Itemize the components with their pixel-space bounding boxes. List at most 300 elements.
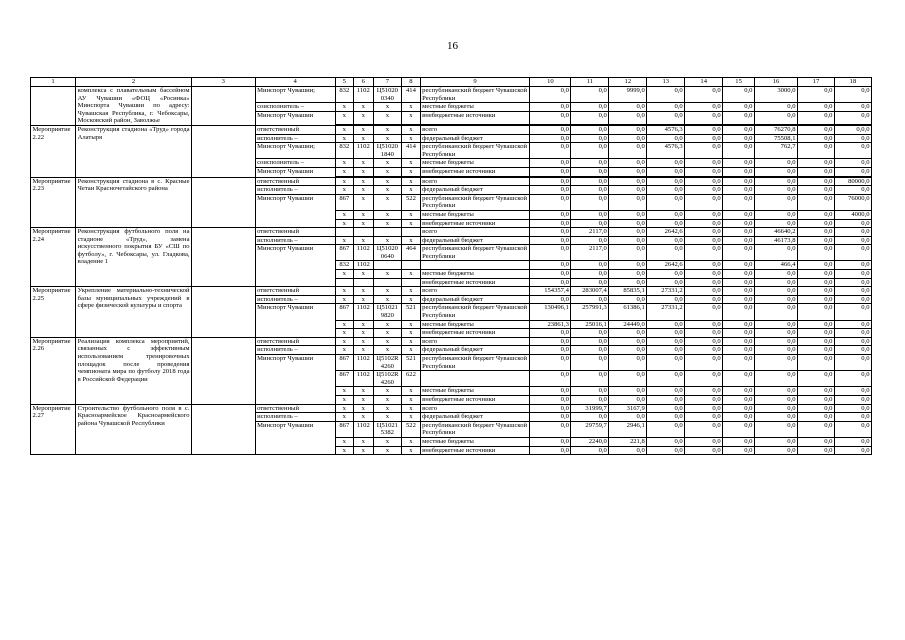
table-cell: 0,0 [685, 134, 723, 143]
table-cell: 0,0 [723, 404, 755, 413]
table-cell: 0,0 [685, 446, 723, 455]
table-cell: внебюджетные источники [420, 111, 530, 124]
table-cell: 0,0 [798, 87, 835, 103]
table-cell: 0,0 [834, 167, 871, 176]
table-cell: x [354, 413, 373, 422]
table-cell: Мероприятие 2.26 [31, 337, 76, 404]
table-cell: 0,0 [798, 304, 835, 320]
column-number: 9 [420, 78, 530, 87]
table-cell: 832 [335, 261, 353, 270]
table-cell: 0,0 [798, 261, 835, 270]
table-cell: 0,0 [685, 421, 723, 437]
table-cell: 0,0 [723, 194, 755, 210]
table-cell: x [402, 236, 420, 245]
table-cell: 522 [402, 421, 420, 437]
table-cell: 0,0 [723, 245, 755, 261]
table-cell: 0,0 [571, 295, 609, 304]
table-cell: ответственный [255, 177, 335, 186]
table-cell: 0,0 [754, 186, 797, 195]
table-cell: x [335, 177, 353, 186]
table-cell: x [373, 210, 402, 219]
table-cell: x [354, 395, 373, 404]
table-cell: 0,0 [723, 421, 755, 437]
table-cell: исполнитель – [255, 236, 335, 245]
table-cell: 0,0 [571, 371, 609, 387]
table-cell: республиканский бюджет Чувашской Республики [420, 194, 530, 210]
table-cell: 1102 [354, 371, 373, 387]
table-cell: x [354, 320, 373, 329]
table-cell: федеральный бюджет [420, 186, 530, 195]
table-cell: 0,0 [754, 304, 797, 320]
table-cell: 0,0 [834, 371, 871, 387]
table-cell: 0,0 [798, 287, 835, 296]
table-cell: 0,0 [609, 270, 647, 279]
table-cell: x [373, 320, 402, 329]
table-cell: 0,0 [723, 437, 755, 446]
table-cell: 0,0 [530, 387, 571, 396]
table-cell: 0,0 [754, 421, 797, 437]
table-cell: 0,0 [834, 413, 871, 422]
table-row [31, 87, 872, 103]
table-cell: 0,0 [647, 413, 685, 422]
table-cell: 0,0 [685, 355, 723, 371]
table-cell: ответственный [255, 228, 335, 237]
table-cell: 0,0 [571, 210, 609, 219]
table-cell: 0,0 [723, 329, 755, 338]
table-cell: 0,0 [685, 103, 723, 112]
table-cell: 0,0 [834, 346, 871, 355]
table-cell: 0,0 [647, 395, 685, 404]
table-cell: x [373, 159, 402, 168]
table-cell: 0,0 [647, 219, 685, 228]
table-cell: 0,0 [571, 125, 609, 134]
table-cell: 0,0 [609, 355, 647, 371]
table-cell: 0,0 [571, 355, 609, 371]
table-cell [373, 228, 402, 237]
table-cell: 0,0 [723, 320, 755, 329]
table-cell: 0,0 [834, 395, 871, 404]
table-cell: 2117,0 [571, 228, 609, 237]
table-cell: 0,0 [609, 346, 647, 355]
table-cell: Ц51021 5382 [373, 421, 402, 437]
table-cell: x [373, 287, 402, 296]
table-cell: x [402, 210, 420, 219]
table-cell: Минспорт Чувашии [255, 421, 335, 454]
table-cell: 0,0 [754, 245, 797, 261]
table-cell: 0,0 [571, 177, 609, 186]
table-cell: x [373, 387, 402, 396]
table-cell: x [335, 167, 353, 176]
table-cell: 0,0 [798, 177, 835, 186]
table-cell: 0,0 [834, 295, 871, 304]
table-cell: 0,0 [754, 395, 797, 404]
table-cell: всего [420, 125, 530, 134]
table-cell: 832 [335, 143, 353, 159]
table-cell: 9999,0 [609, 87, 647, 103]
table-cell: республиканский бюджет Чувашской Республики [420, 143, 530, 159]
table-cell: 0,0 [647, 194, 685, 210]
table-cell: 832 [335, 87, 353, 103]
table-cell: 2946,1 [609, 421, 647, 437]
table-cell: 0,0 [530, 236, 571, 245]
table-cell: x [402, 177, 420, 186]
table-cell: x [335, 387, 353, 396]
table-cell: x [402, 295, 420, 304]
column-number: 14 [685, 78, 723, 87]
table-cell: 0,0 [798, 134, 835, 143]
table-cell: x [402, 404, 420, 413]
table-cell: 0,0 [530, 261, 571, 270]
table-cell: ответственный [255, 125, 335, 134]
table-cell: 0,0 [647, 270, 685, 279]
table-row [31, 125, 872, 134]
table-cell [192, 125, 256, 177]
table-cell: 0,0 [647, 111, 685, 124]
table-cell: 0,0 [754, 270, 797, 279]
table-cell: внебюджетные источники [420, 219, 530, 228]
table-cell: 0,0 [609, 413, 647, 422]
table-cell: ответственный [255, 337, 335, 346]
table-cell: 0,0 [723, 287, 755, 296]
table-cell: 0,0 [571, 395, 609, 404]
table-cell: 1102 [354, 143, 373, 159]
table-cell: 0,0 [834, 421, 871, 437]
table-cell: 0,0 [685, 210, 723, 219]
table-cell: федеральный бюджет [420, 413, 530, 422]
table-cell: 464 [402, 245, 420, 261]
table-cell: 0,0 [798, 245, 835, 261]
table-cell: 0,0 [609, 177, 647, 186]
table-cell: 1102 [354, 304, 373, 320]
table-cell: 0,0 [834, 134, 871, 143]
table-cell: 0,0 [647, 134, 685, 143]
table-cell: 762,7 [754, 143, 797, 159]
table-cell: 0,0 [609, 194, 647, 210]
table-cell: 0,0 [571, 111, 609, 124]
table-cell: 0,0 [834, 103, 871, 112]
table-cell: x [402, 337, 420, 346]
table-cell: местные бюджеты [420, 320, 530, 329]
table-cell: 0,0 [723, 261, 755, 270]
table-cell: Минспорт Чувашии; [255, 87, 335, 103]
table-cell: 0,0 [798, 186, 835, 195]
table-cell: x [402, 186, 420, 195]
table-body [31, 87, 872, 455]
table-cell: 0,0 [834, 159, 871, 168]
table-cell: 0,0 [798, 446, 835, 455]
table-cell: 0,0 [754, 329, 797, 338]
table-cell: 0,0 [685, 143, 723, 159]
table-cell: 0,0 [723, 395, 755, 404]
table-cell: 0,0 [685, 404, 723, 413]
table-cell: 0,0 [834, 261, 871, 270]
table-cell: x [373, 404, 402, 413]
table-cell: исполнитель – [255, 413, 335, 422]
table-cell: 414 [402, 143, 420, 159]
table-cell: 0,0 [609, 186, 647, 195]
table-cell: x [402, 167, 420, 176]
table-cell: 0,0 [647, 320, 685, 329]
table-cell: Ц51020 0340 [373, 87, 402, 103]
column-number: 6 [354, 78, 373, 87]
table-cell: x [335, 320, 353, 329]
table-cell: Строительство футбольного поля в с. Красноармейское Красноармейского района Чувашской Республики [76, 404, 192, 455]
table-cell: 4576,3 [647, 143, 685, 159]
table-cell: 0,0 [647, 103, 685, 112]
table-cell: 0,0 [685, 346, 723, 355]
table-cell: 0,0 [685, 304, 723, 320]
table-cell: 0,0 [798, 210, 835, 219]
table-cell: республиканский бюджет Чувашской Республики [420, 87, 530, 103]
table-cell: 0,0 [609, 159, 647, 168]
column-number: 10 [530, 78, 571, 87]
table-cell: x [354, 103, 373, 112]
table-cell: внебюджетные источники [420, 329, 530, 338]
table-cell: 0,0 [834, 228, 871, 237]
table-cell: 0,0 [571, 143, 609, 159]
table-cell: x [402, 219, 420, 228]
table-cell: 0,0 [798, 320, 835, 329]
table-cell: Минспорт Чувашии; [255, 143, 335, 159]
table-cell: 0,0 [609, 111, 647, 124]
table-cell: 0,0 [685, 87, 723, 103]
table-cell: исполнитель – [255, 295, 335, 304]
table-cell: 0,0 [647, 437, 685, 446]
column-number: 15 [723, 78, 755, 87]
table-cell: 0,0 [754, 210, 797, 219]
table-cell: x [373, 337, 402, 346]
table-cell: 0,0 [609, 134, 647, 143]
table-cell: x [373, 329, 402, 338]
table-cell: 0,0 [685, 287, 723, 296]
table-cell: x [402, 270, 420, 279]
table-cell: 0,0 [571, 167, 609, 176]
table-cell: x [373, 103, 402, 112]
table-cell: 0,0 [834, 111, 871, 124]
table-cell: 0,0 [834, 143, 871, 159]
table-cell: 0,0 [834, 437, 871, 446]
table-cell: x [402, 437, 420, 446]
table-cell: 867 [335, 245, 353, 261]
table-cell: 0,0 [530, 210, 571, 219]
table-cell: x [373, 111, 402, 124]
table-cell: всего [420, 228, 530, 237]
table-cell: 0,0 [723, 446, 755, 455]
table-cell: Мероприятие 2.22 [31, 125, 76, 177]
table-cell: 0,0 [754, 413, 797, 422]
table-cell: x [373, 395, 402, 404]
table-cell: 0,0 [798, 413, 835, 422]
table-cell: 0,0 [798, 167, 835, 176]
table-cell: x [402, 320, 420, 329]
table-cell: x [354, 159, 373, 168]
table-cell: 0,0 [530, 437, 571, 446]
table-cell: 0,0 [723, 219, 755, 228]
table-cell: 0,0 [723, 295, 755, 304]
table-cell: 0,0 [754, 177, 797, 186]
table-cell: 1102 [354, 261, 373, 270]
table-cell: Мероприятие 2.23 [31, 177, 76, 228]
table-cell: 0,0 [571, 261, 609, 270]
table-cell: x [354, 387, 373, 396]
table-cell: 0,0 [530, 329, 571, 338]
table-cell: x [335, 103, 353, 112]
table-cell: 0,0 [685, 278, 723, 287]
table-cell: 0,0 [834, 329, 871, 338]
table-cell: 257991,3 [571, 304, 609, 320]
table-cell: 0,0 [685, 194, 723, 210]
table-cell: внебюджетные источники [420, 446, 530, 455]
table-cell: 867 [335, 421, 353, 437]
table-cell: 75508,1 [754, 134, 797, 143]
table-cell: x [373, 295, 402, 304]
table-cell: x [354, 210, 373, 219]
table-cell: x [335, 395, 353, 404]
table-cell: x [335, 346, 353, 355]
table-cell [402, 228, 420, 237]
table-cell: Минспорт Чувашии [255, 304, 335, 337]
table-cell: x [354, 111, 373, 124]
table-cell [192, 228, 256, 287]
table-row [31, 404, 872, 413]
table-cell: 0,0 [571, 278, 609, 287]
table-cell: 0,0 [834, 186, 871, 195]
table-cell: 0,0 [834, 219, 871, 228]
table-cell: 0,0 [754, 337, 797, 346]
table-cell: Реконструкция стадиона в с. Красные Четаи Красночетайского района [76, 177, 192, 228]
table-cell: 0,0 [647, 404, 685, 413]
table-cell: 0,0 [530, 413, 571, 422]
table-cell: 0,0 [723, 355, 755, 371]
table-cell: 1102 [354, 421, 373, 437]
table-cell: 0,0 [754, 295, 797, 304]
table-cell: 0,0 [723, 134, 755, 143]
table-cell: x [335, 210, 353, 219]
table-cell: x [402, 395, 420, 404]
table-cell: 0,0 [609, 329, 647, 338]
table-cell: 0,0 [798, 270, 835, 279]
table-cell: x [335, 329, 353, 338]
table-cell: 0,0 [798, 125, 835, 134]
table-cell: 0,0 [685, 295, 723, 304]
table-cell: 0,0 [685, 395, 723, 404]
table-cell: 1102 [354, 355, 373, 371]
table-cell: 85835,1 [609, 287, 647, 296]
table-cell: 0,0 [723, 87, 755, 103]
table-cell: x [373, 236, 402, 245]
column-number: 1 [31, 78, 76, 87]
table-cell: x [354, 287, 373, 296]
column-number: 17 [798, 78, 835, 87]
table-cell: 0,0 [530, 446, 571, 455]
table-cell: 0,0 [798, 437, 835, 446]
table-cell: 1102 [354, 87, 373, 103]
table-row [31, 337, 872, 346]
table-cell: 0,0 [571, 186, 609, 195]
table-cell: 521 [402, 355, 420, 371]
table-cell: 0,0 [530, 371, 571, 387]
table-cell: 0,0 [723, 186, 755, 195]
table-cell: 0,0 [647, 421, 685, 437]
table-cell: 0,0 [530, 134, 571, 143]
table-cell: 0,0 [798, 159, 835, 168]
table-cell: комплекса с плавательным бассейном АУ Чувашии «ФОЦ «Росинка» Минспорта Чувашии по адресу: Чувашская Республика, г. Чебоксары, Московский район, Заволжье [77, 87, 190, 125]
table-cell: x [335, 111, 353, 124]
table-cell: 0,0 [609, 143, 647, 159]
table-cell: 0,0 [571, 446, 609, 455]
table-cell: x [402, 134, 420, 143]
table-cell: 0,0 [571, 236, 609, 245]
table-cell: x [335, 437, 353, 446]
table-cell: ответственный [255, 287, 335, 296]
table-cell: 0,0 [834, 287, 871, 296]
table-cell: x [354, 270, 373, 279]
table-cell: 23861,3 [530, 320, 571, 329]
table-cell: 0,0 [754, 159, 797, 168]
table-cell: 0,0 [834, 320, 871, 329]
table-cell: Укрепление материально-технической базы муниципальных учреждений в сфере физической культуры и спорта [76, 287, 192, 338]
table-cell: исполнитель – [255, 346, 335, 355]
table-cell: 3000,0 [754, 87, 797, 103]
table-cell: 0,0 [754, 320, 797, 329]
table-cell: x [402, 387, 420, 396]
table-cell: 0,0 [609, 278, 647, 287]
table-cell: 0,0 [530, 87, 571, 103]
table-cell: 0,0 [834, 355, 871, 371]
table-cell: республиканский бюджет Чувашской Республики [420, 245, 530, 261]
table-cell: 61386,1 [609, 304, 647, 320]
table-cell: 0,0 [571, 387, 609, 396]
table-cell: 0,0 [754, 404, 797, 413]
table-cell: 221,8 [609, 437, 647, 446]
table-cell: 0,0 [647, 278, 685, 287]
table-cell: 0,0 [647, 177, 685, 186]
table-cell: Минспорт Чувашии [255, 194, 335, 227]
table-cell: 0,0 [798, 143, 835, 159]
table-cell [373, 261, 402, 270]
table-cell: 0,0 [834, 337, 871, 346]
table-cell: 0,0 [685, 177, 723, 186]
column-number: 2 [76, 78, 192, 87]
table-cell: всего [420, 287, 530, 296]
table-cell: 867 [335, 194, 353, 210]
table-cell: 0,0 [609, 337, 647, 346]
table-cell: 0,0 [685, 437, 723, 446]
table-cell: 0,0 [530, 404, 571, 413]
column-number: 16 [754, 78, 797, 87]
table-cell: 0,0 [723, 413, 755, 422]
table-cell: 0,0 [798, 421, 835, 437]
table-cell: 0,0 [609, 125, 647, 134]
table-cell: Минспорт Чувашии [255, 167, 335, 177]
table-cell: 0,0 [798, 395, 835, 404]
table-cell: x [335, 295, 353, 304]
table-cell: x [354, 437, 373, 446]
table-cell [335, 228, 353, 237]
table-cell: x [354, 125, 373, 134]
table-cell: x [402, 103, 420, 112]
table-cell: Мероприятие 2.25 [31, 287, 76, 338]
table-cell: x [402, 159, 420, 168]
table-cell: 0,0 [609, 395, 647, 404]
table-cell: местные бюджеты [420, 159, 530, 168]
table-cell: x [335, 219, 353, 228]
table-cell: 0,0 [723, 159, 755, 168]
table-cell: 0,0 [530, 355, 571, 371]
table-cell: 0,0 [754, 194, 797, 210]
table-cell: 0,0 [685, 371, 723, 387]
table-cell: 414 [402, 87, 420, 103]
